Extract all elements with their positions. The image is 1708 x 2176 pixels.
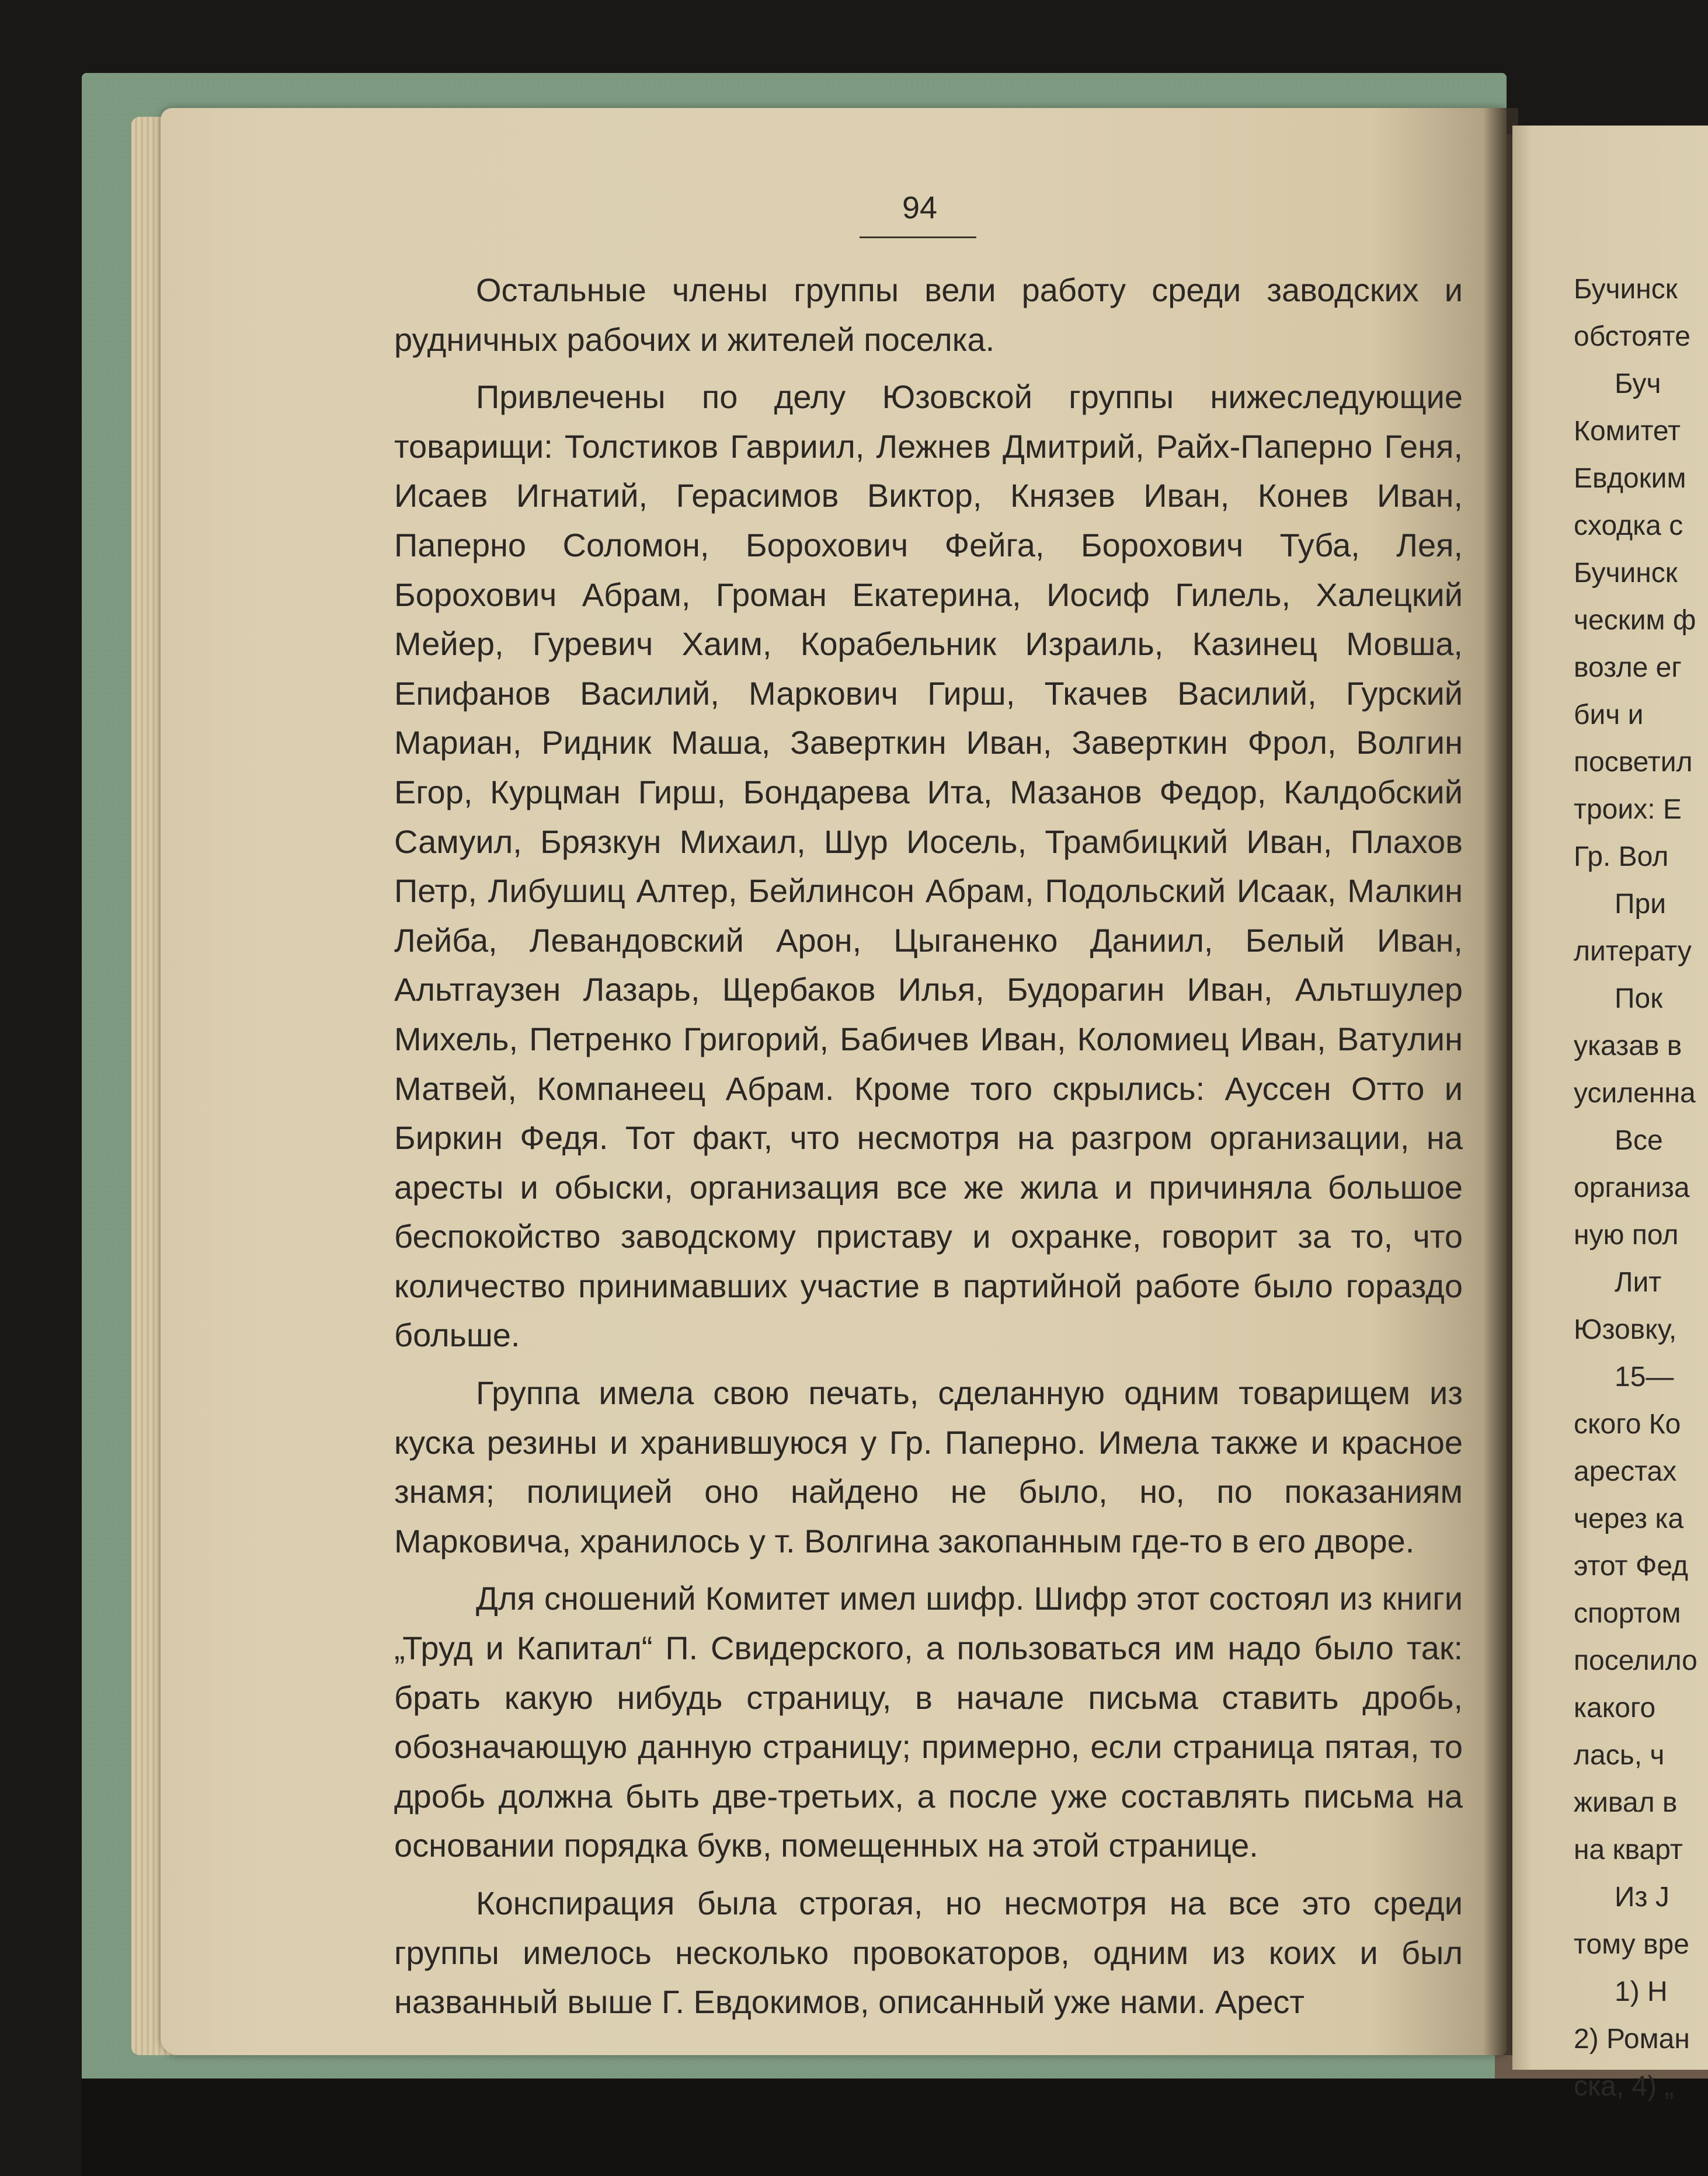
line-fragment: на кварт [1574, 1834, 1683, 1865]
line-fragment: Евдоким [1574, 463, 1686, 494]
line-fragment: ческим ф [1574, 605, 1696, 636]
line-fragment: спортом [1574, 1598, 1681, 1629]
paragraph: Привлечены по делу Юзовской группы нижеследующие товарищи: Толстиков Гавриил, Лежнев Дмитрий, Райх-Паперно Геня, Исаев Игнатий, Герасимов Виктор, Князев Иван, Конев Иван, Паперно Соломон, Борохович Фейга, Борохович Туба, Лея, Борохович Абрам, Громан Екатерина, Иосиф Гилель, Халецкий Мейер, Гуревич Хаим, Корабельник Израиль, Казинец Мовша, Епифанов Василий, Маркович Гирш, Ткачев Василий, Гурский Мариан, Ридник Маша, Заверткин Иван, Заверткин Фрол, Волгин Егор, Курцман Гирш, Бондарева Ита, Мазанов Федор, Калдобский Самуил, Брязкун Михаил, Шур Иосель, Трамбицкий Иван, Плахов Петр, Либушиц Алтер, Бейлинсон Абрам, Подольский Исаак, Малкин Лейба, Левандовский Арон, Цыганенко Даниил, Белый Иван, Альтгаузен Лазарь, Щербаков Илья, Будорагин Иван, Альтшулер Михель, Петренко Григорий, Бабичев Иван, Коломиец Иван, Ватулин Матвей, Компанеец Абрам. Кроме того скрылись: Ауссен Отто и Биркин Федя. Тот факт, что несмотря на разгром организации, на аресты и обыски, организация все же жила и причиняла большое беспокойство заводскому приставу и охранке, говорит за то, что количество принимавших участие в партийной работе было гораздо больше. [394, 378, 1463, 1354]
line-fragment: усиленна [1574, 1078, 1696, 1109]
line-fragment: живал в [1574, 1787, 1678, 1818]
line-fragment: поселило [1574, 1645, 1697, 1676]
line-fragment: посветил [1574, 747, 1693, 778]
page-number-rule [860, 236, 976, 238]
line-fragment: сходка с [1574, 510, 1683, 541]
line-fragment: При [1615, 889, 1667, 920]
paragraph: Для сношений Комитет имел шифр. Шифр этот состоял из книги „Труд и Капитал“ П. Свидерского, а пользоваться им надо было так: брать какую нибудь страницу, в начале письма ставить дробь, обозначающую данную страницу; примерно, если страница пятая, то дробь должна быть две-третьих, а после уже составлять письма на основании порядка букв, помещенных на этой странице. [394, 1580, 1463, 1864]
line-fragment: ную пол [1574, 1220, 1679, 1251]
line-fragment: Все [1615, 1125, 1663, 1156]
line-fragment: Лит [1615, 1267, 1662, 1298]
line-fragment: 15— [1615, 1362, 1674, 1392]
line-fragment: через ка [1574, 1503, 1684, 1534]
paragraph: Конспирация была строгая, но несмотря на все это среди группы имелось несколько провокаторов, одним из коих и был названный выше Г. Евдокимов, описанный уже нами. Арест [394, 1885, 1463, 2021]
line-fragment: троих: Е [1574, 794, 1682, 825]
line-fragment: этот Фед [1574, 1551, 1688, 1582]
line-fragment: обстояте [1574, 321, 1690, 352]
line-fragment: организа [1574, 1172, 1690, 1203]
line-fragment: Буч [1615, 368, 1661, 399]
line-fragment: Юзовку, [1574, 1314, 1677, 1345]
right-page-text [1574, 266, 1708, 2110]
page-number: 94 [902, 190, 938, 225]
line-fragment: бич и [1574, 699, 1644, 730]
line-fragment: Гр. Вол [1574, 841, 1669, 872]
line-fragment: какого [1574, 1693, 1656, 1724]
line-fragment: указав в [1574, 1030, 1682, 1061]
line-fragment: ска, 4) „ [1574, 2071, 1674, 2102]
line-fragment: ского Ко [1574, 1409, 1681, 1440]
line-fragment: Бучинск [1574, 558, 1678, 589]
line-fragment: литерату [1574, 936, 1692, 967]
line-fragment: Из Ј [1615, 1882, 1669, 1913]
line-fragment: возле ег [1574, 652, 1682, 683]
bottom-shadow [82, 2078, 1708, 2176]
line-fragment: 2) Роман [1574, 2024, 1690, 2055]
paragraph: Остальные члены группы вели работу среди заводских и рудничных рабочих и жителей поселка. [394, 271, 1463, 358]
left-page-text [394, 266, 1463, 2035]
line-fragment: Пок [1615, 983, 1663, 1014]
line-fragment: Комитет [1574, 416, 1681, 447]
line-fragment: лась, ч [1574, 1740, 1665, 1771]
line-fragment: Бучинск [1574, 274, 1678, 305]
line-fragment: тому вре [1574, 1929, 1689, 1960]
line-fragment: 1) Н [1615, 1976, 1668, 2007]
paragraph: Группа имела свою печать, сделанную одним товарищем из куска резины и хранившуюся у Гр. Паперно. Имела также и красное знамя; полицией оно найдено не было, но, по показаниям Марковича, хранилось у т. Волгина закопанным где-то в его дворе. [394, 1374, 1463, 1559]
line-fragment: арестах [1574, 1456, 1677, 1487]
